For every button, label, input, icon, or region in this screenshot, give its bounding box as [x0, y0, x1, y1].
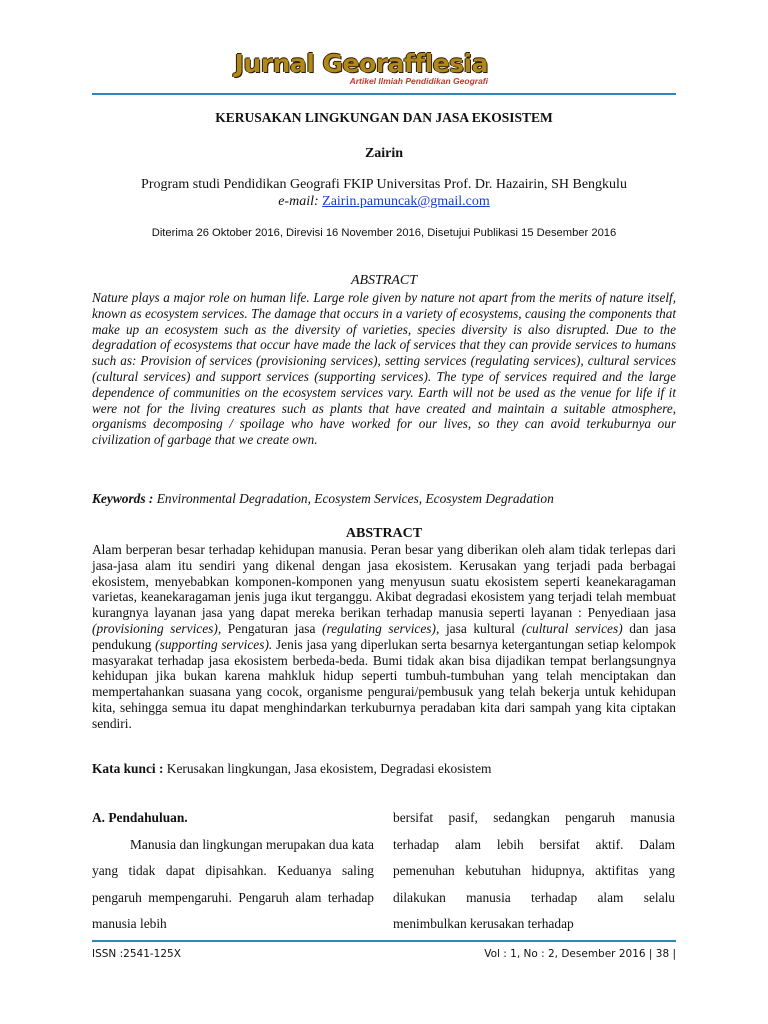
abstract-en-text: Nature plays a major role on human life. Large role given by nature not apart from the merits of nature itself, known as ecosystem services. The damage that occurs in a variety of ecosystems, causing the components that make up an ecosystem such as the diversity of varieties, species diversity is also disrupted. Due to the degradation of ecosystems that occur have made the lack of services that they can provide services to humans such as: Provision of services (provisioning services), setting services (regulating services), cultural services (cultural services) and support services (supporting services). The type of services required and the large dependence of communities on the ecosystem services vary. Earth will not be used as the venue for life if it were not for the living creatures such as plants that have created and maintain a suitable atmosphere, organisms decomposing / spoilage who have worked for our lives, so they can avoid terkuburnya our civilization of garbage that we create own.: [92, 290, 676, 448]
footer-volume: Vol : 1, No : 2, Desember 2016 | 38 |: [484, 948, 676, 960]
article-title: KERUSAKAN LINGKUNGAN DAN JASA EKOSISTEM: [215, 110, 553, 125]
body-column-left: [92, 805, 374, 938]
article-affiliation: [92, 176, 676, 210]
abstract-id-part: Alam berperan besar terhadap kehidupan manusia. Peran besar yang diberikan oleh alam tidak terlepas dari jasa-jasa alam itu sendiri yang dikenal dengan jasa ekosistem. Kerusakan yang terjadi pada berbagai ekosistem, menyebabkan komponen-komponen yang menyusun suatu ekosistem seperti keanekaragaman varietas, keanekaragaman jenis juga ikut terganggu. Akibat degradasi ekosistem yang terjadi telah membuat kurangnya layanan jasa yang dapat mereka berikan terhadap manusia seperti layanan : Penyediaan jasa: [92, 542, 676, 621]
journal-subtitle: Artikel Ilmiah Pendidikan Geografi: [349, 76, 488, 86]
abstract-id-term: (cultural services): [521, 620, 623, 636]
keywords-en-label: Keywords :: [92, 491, 154, 506]
section-heading: A. Pendahuluan.: [92, 810, 188, 825]
journal-logo: [235, 50, 488, 86]
body-paragraph-left: Manusia dan lingkungan merupakan dua kata yang tidak dapat dipisahkan. Keduanya saling pengaruh mempengaruhi. Pengaruh alam terhadap manusia lebih: [92, 836, 374, 931]
keywords-en-value: Environmental Degradation, Ecosystem Services, Ecosystem Degradation: [156, 491, 554, 506]
body-column-right: [393, 805, 675, 938]
affiliation-text: Program studi Pendidikan Geografi FKIP Universitas Prof. Dr. Hazairin, SH Bengkulu: [141, 177, 627, 192]
keywords-en: [92, 491, 676, 507]
abstract-id-text: [92, 542, 676, 732]
article-dates: Diterima 26 Oktober 2016, Direvisi 16 November 2016, Disetujui Publikasi 15 Desember 2016: [151, 227, 617, 239]
footer-rule: [92, 940, 676, 942]
abstract-en-heading: ABSTRACT: [350, 273, 418, 288]
email-link[interactable]: Zairin.pamuncak@gmail.com: [322, 194, 490, 209]
header-rule: [92, 93, 676, 95]
email-line: [92, 193, 676, 210]
article-author: Zairin: [364, 146, 404, 161]
footer-issn: ISSN :2541-125X: [92, 948, 181, 960]
abstract-id-part: jasa kultural: [439, 620, 522, 636]
abstract-id-part: Pengaturan jasa: [221, 620, 323, 636]
abstract-id-part: Jenis jasa yang diperlukan serta besarnya ketergantungan setiap kelompok masyarakat terhadap jasa ekosistem berbeda-beda. Bumi tidak akan bisa dijadikan tempat berlangsungnya kehidupan jika bukan karena mahkluk hidup seperti tumbuh-tumbuhan yang telah menciptakan dan mempertahankan suasana yang cocok, organisme pengurai/pembusuk yang telah bekerja untuk kehidupan kita, sehingga semua itu dapat menghindarkan terkuburnya peradaban kita dari sampah yang kita ciptakan sendiri.: [92, 636, 677, 731]
keywords-id: [92, 761, 676, 777]
abstract-id-term: (provisioning services),: [92, 620, 222, 636]
body-paragraph-right: bersifat pasif, sedangkan pengaruh manusia terhadap alam lebih bersifat aktif. Dalam pemenuhan kebutuhan hidupnya, aktifitas yang dilakukan manusia terhadap alam selalu menimbulkan kerusakan terhadap: [393, 810, 675, 931]
keywords-id-label: Kata kunci :: [92, 761, 164, 776]
abstract-id-heading: ABSTRACT: [345, 526, 423, 541]
abstract-id-term: (supporting services).: [155, 636, 273, 652]
journal-title: Jurnal Georafflesia: [234, 49, 488, 78]
abstract-id-part: dan jasa pendukung: [92, 620, 676, 652]
email-label: e-mail:: [278, 194, 319, 209]
keywords-id-value: Kerusakan lingkungan, Jasa ekosistem, Degradasi ekosistem: [166, 761, 492, 776]
abstract-id-term: (regulating services),: [322, 620, 440, 636]
